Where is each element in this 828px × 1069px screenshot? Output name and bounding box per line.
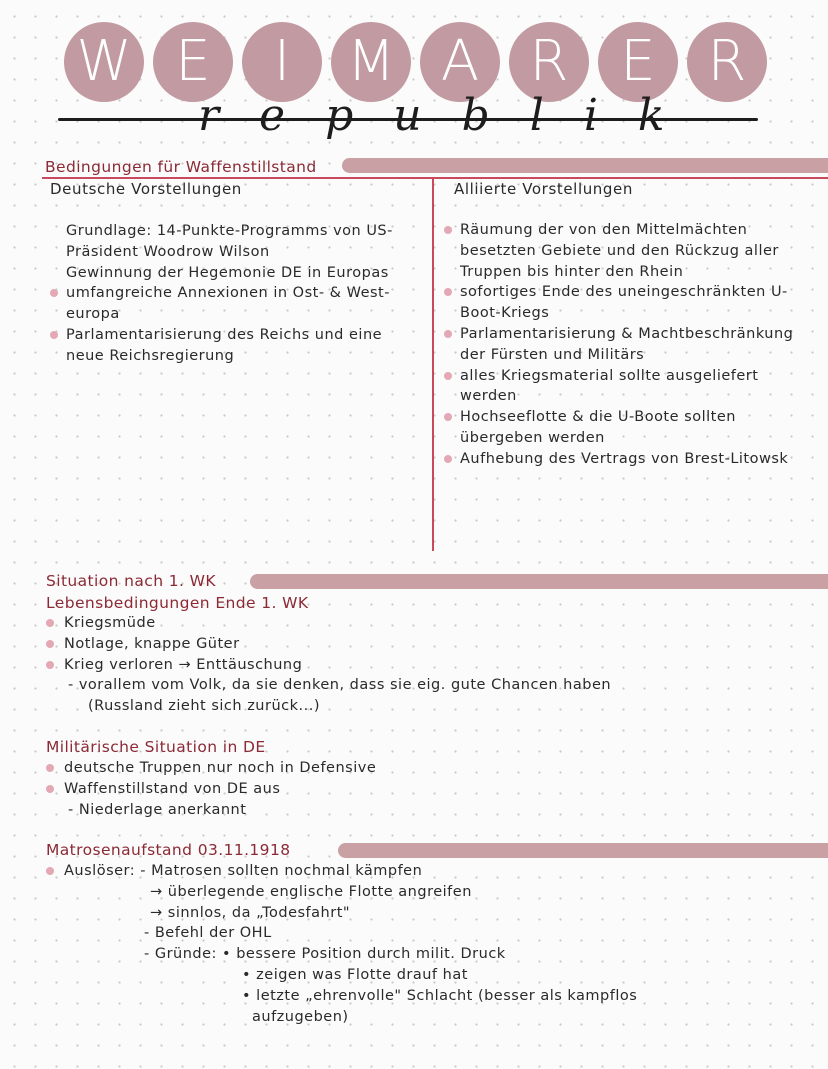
list-item-text: sofortiges Ende des uneingeschränkten U-Boot-Kriegs [460,284,788,322]
list-item [442,324,812,366]
list-item [48,263,418,284]
list-item-text: Gewinnung der Hegemonie DE in Europas [66,264,389,281]
list-item [44,779,376,800]
list-item [442,407,812,449]
list-item [442,220,812,282]
list-item [44,655,611,676]
list-item-text: Hochseeflotte & die U-Boote sollten übergeben werden [460,409,736,446]
title-letter: M [331,22,411,102]
bullet-icon [46,661,54,669]
title-letter: R [687,22,767,102]
list-subitem: • zeigen was Flotte drauf hat [242,966,468,983]
list-item-text: Parlamentarisierung des Reichs und eine neue Reichsregierung [66,326,383,364]
list-item-text: Waffenstillstand von DE aus [64,780,281,797]
list-item-text: Kriegsmüde [64,615,156,631]
bullet-icon [444,226,452,234]
bullet-icon [46,785,54,793]
list-item [442,282,812,324]
subheading-living-conditions: Lebensbedingungen Ende 1. WK [46,594,309,612]
military-list [44,758,376,820]
title-letter: W [64,22,144,102]
right-column-list [442,220,812,470]
list-subitem: aufzugeben) [252,1008,349,1025]
title-letter: I [242,22,322,102]
list-item-text: Räumung der von den Mittelmächten besetzten Gebiete und den Rückzug aller Truppen bis hinter den Rhein [460,222,779,280]
bullet-icon [444,372,452,380]
list-item [44,634,611,655]
list-subitem: - Befehl der OHL [144,925,272,942]
title-letter: E [598,22,678,102]
list-item [48,283,418,325]
heading-bar [338,843,828,858]
bullet-icon [444,413,452,421]
list-item [44,758,376,779]
mutiny-list [44,861,637,1027]
list-item [44,613,611,634]
title-letter: A [420,22,500,102]
subtitle-text: republik [198,90,705,141]
list-item [442,449,812,470]
heading-bar [342,158,828,173]
list-item [48,221,418,263]
list-subitem: - Gründe: • bessere Position durch milit. Druck [144,946,506,963]
list-item-text: Aufhebung des Vertrags von Brest-Litowsk [460,450,789,467]
list-subitem: → sinnlos, da „Todesfahrt" [150,904,351,921]
list-item-text: Notlage, knappe Güter [64,635,240,652]
list-item-text: Krieg verloren → Enttäuschung [64,656,303,673]
list-subitem: (Russland zieht sich zurück...) [88,698,321,715]
left-column-header: Deutsche Vorstellungen [50,180,242,198]
table-divider-vertical [432,179,434,551]
list-item [44,861,637,882]
heading-bar [250,574,828,589]
bullet-icon [46,867,54,875]
section-heading-military: Militärische Situation in DE [46,738,266,756]
subtitle [58,90,758,148]
bullet-icon [50,289,58,297]
list-subitem: • letzte „ehrenvolle" Schlacht (besser als kampflos [242,987,638,1004]
list-item-text: deutsche Truppen nur noch in Defensive [64,760,377,776]
list-item-text: alles Kriegsmaterial sollte ausgeliefert werden [460,367,759,405]
list-subitem: - vorallem vom Volk, da sie denken, dass sie eig. gute Chancen haben [68,677,612,694]
bullet-icon [50,331,58,339]
list-item-text: Parlamentarisierung & Machtbeschränkung der Fürsten und Militärs [460,325,794,363]
list-item [48,325,418,367]
title-letter: R [509,22,589,102]
title-letter: E [153,22,233,102]
living-conditions-list [44,613,611,717]
list-subitem: → überlegende englische Flotte angreifen [150,883,472,900]
list-item [442,366,812,408]
bullet-icon [444,330,452,338]
right-column-header: Alliierte Vorstellungen [454,180,633,198]
section-heading-conditions: Bedingungen für Waffenstillstand [45,158,317,176]
bullet-icon [46,764,54,772]
list-subitem: - Niederlage anerkannt [68,801,247,818]
list-item-text: Auslöser: - Matrosen sollten nochmal kämpfen [64,863,423,879]
table-divider-horizontal [42,177,828,179]
bullet-icon [444,455,452,463]
list-item-text: Grundlage: 14-Punkte-Programms von US-Präsident Woodrow Wilson [66,223,393,260]
section-heading-situation: Situation nach 1. WK [46,572,216,590]
bullet-icon [46,619,54,627]
left-column-list [48,221,418,367]
section-heading-mutiny: Matrosenaufstand 03.11.1918 [46,841,291,859]
bullet-icon [444,288,452,296]
list-item-text: umfangreiche Annexionen in Ost- & West-europa [66,285,390,323]
bullet-icon [46,640,54,648]
